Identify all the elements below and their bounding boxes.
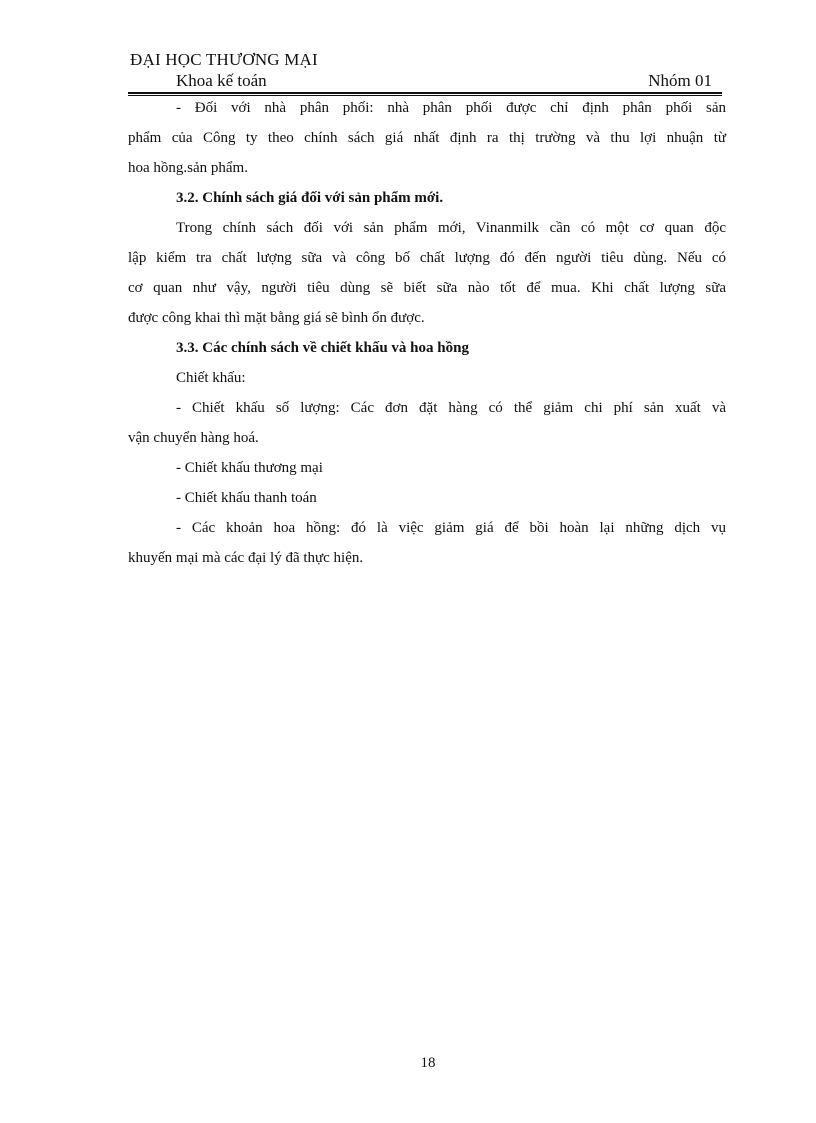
paragraph-line: lập kiểm tra chất lượng sữa và công bố chất lượng đó đến người tiêu dùng. Nếu có [128, 250, 726, 266]
section-heading-3-3: 3.3. Các chính sách về chiết khấu và hoa hồng [176, 340, 469, 356]
list-item: - Chiết khấu thanh toán [176, 490, 317, 506]
chiet-khau-label: Chiết khấu: [176, 370, 246, 386]
paragraph-line: Trong chính sách đối với sản phẩm mới, Vinanmilk cần có một cơ quan độc [176, 220, 726, 236]
list-item: - Chiết khấu số lượng: Các đơn đặt hàng có thể giảm chi phí sản xuất và [176, 400, 726, 416]
document-body [128, 93, 726, 573]
page-number: 18 [420, 1055, 436, 1071]
list-item: vận chuyển hàng hoá. [128, 430, 259, 446]
list-item: - Các khoản hoa hồng: đó là việc giảm giá để bồi hoàn lại những dịch vụ [176, 520, 726, 536]
header-university: ĐẠI HỌC THƯƠNG MẠI [130, 50, 318, 69]
paragraph-line: - Đối với nhà phân phối: nhà phân phối được chỉ định phân phối sản [176, 100, 726, 116]
section-heading-3-2: 3.2. Chính sách giá đối với sản phẩm mới. [176, 190, 444, 206]
paragraph-line: được công khai thì mặt bằng giá sẽ bình ổn được. [128, 310, 425, 326]
list-item: khuyến mại mà các đại lý đã thực hiện. [128, 550, 364, 566]
paragraph-line: hoa hồng.sản phẩm. [128, 160, 248, 176]
header-department: Khoa kế toán [176, 71, 267, 90]
paragraph-line: cơ quan như vậy, người tiêu dùng sẽ biết sữa nào tốt để mua. Khi chất lượng sữa [128, 280, 726, 296]
header-group: Nhóm 01 [648, 71, 712, 90]
paragraph-line: phẩm của Công ty theo chính sách giá nhất định ra thị trường và thu lợi nhuận từ [128, 130, 726, 146]
list-item: - Chiết khấu thương mại [176, 460, 323, 476]
